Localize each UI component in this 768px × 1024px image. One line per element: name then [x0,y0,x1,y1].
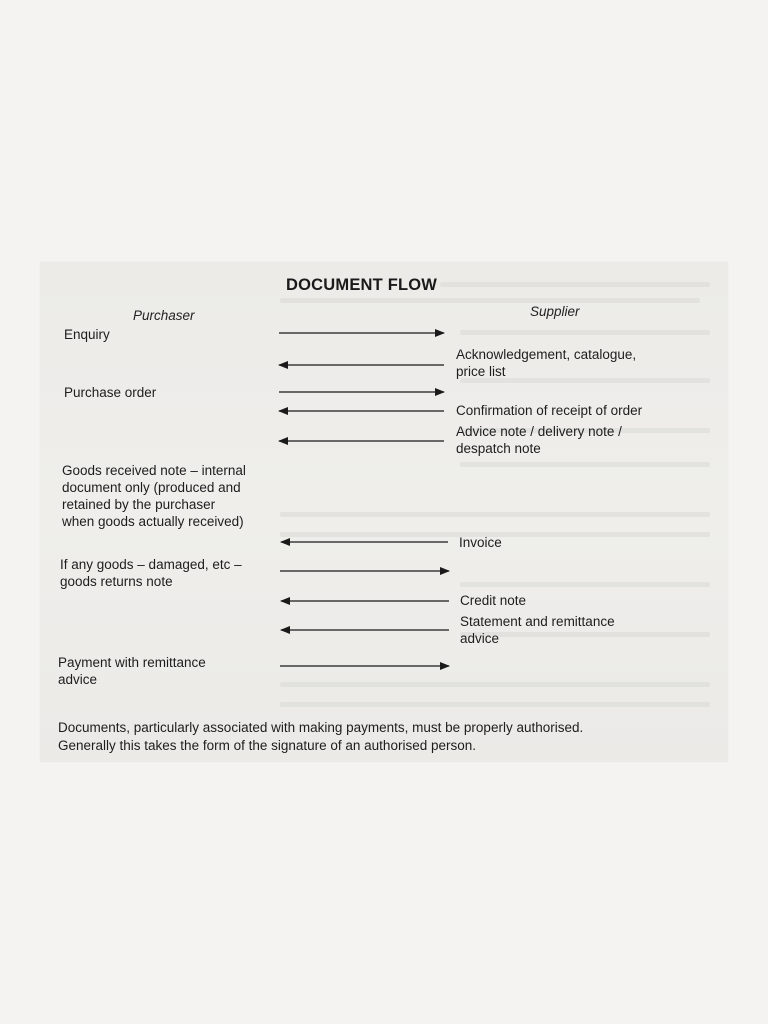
payment-remittance-label: Payment with remittance advice [58,655,206,687]
credit-note-label: Credit note [460,593,527,608]
goods-received-note-label: Goods received note – internal document only (produced and retained by the purchaser when goods actually received) [62,463,246,529]
footer-line-1: Documents, particularly associated with making payments, must be properly authorised. [58,720,584,735]
enquiry-label: Enquiry [64,327,110,342]
confirmation-label: Confirmation of receipt of order [456,403,643,418]
footer-line-2: Generally this takes the form of the signature of an authorised person. [58,738,476,753]
acknowledgement-label: Acknowledgement, catalogue, price list [456,347,637,379]
invoice-label: Invoice [459,535,502,550]
diagram-title: DOCUMENT FLOW [286,276,438,294]
supplier-header: Supplier [530,304,580,319]
statement-remittance-label: Statement and remittance advice [460,614,615,646]
purchaser-header: Purchaser [133,308,195,323]
advice-note-label: Advice note / delivery note / despatch note [456,424,622,456]
purchase-order-label: Purchase order [64,385,157,400]
goods-returns-note-label: If any goods – damaged, etc – goods returns note [60,557,242,589]
